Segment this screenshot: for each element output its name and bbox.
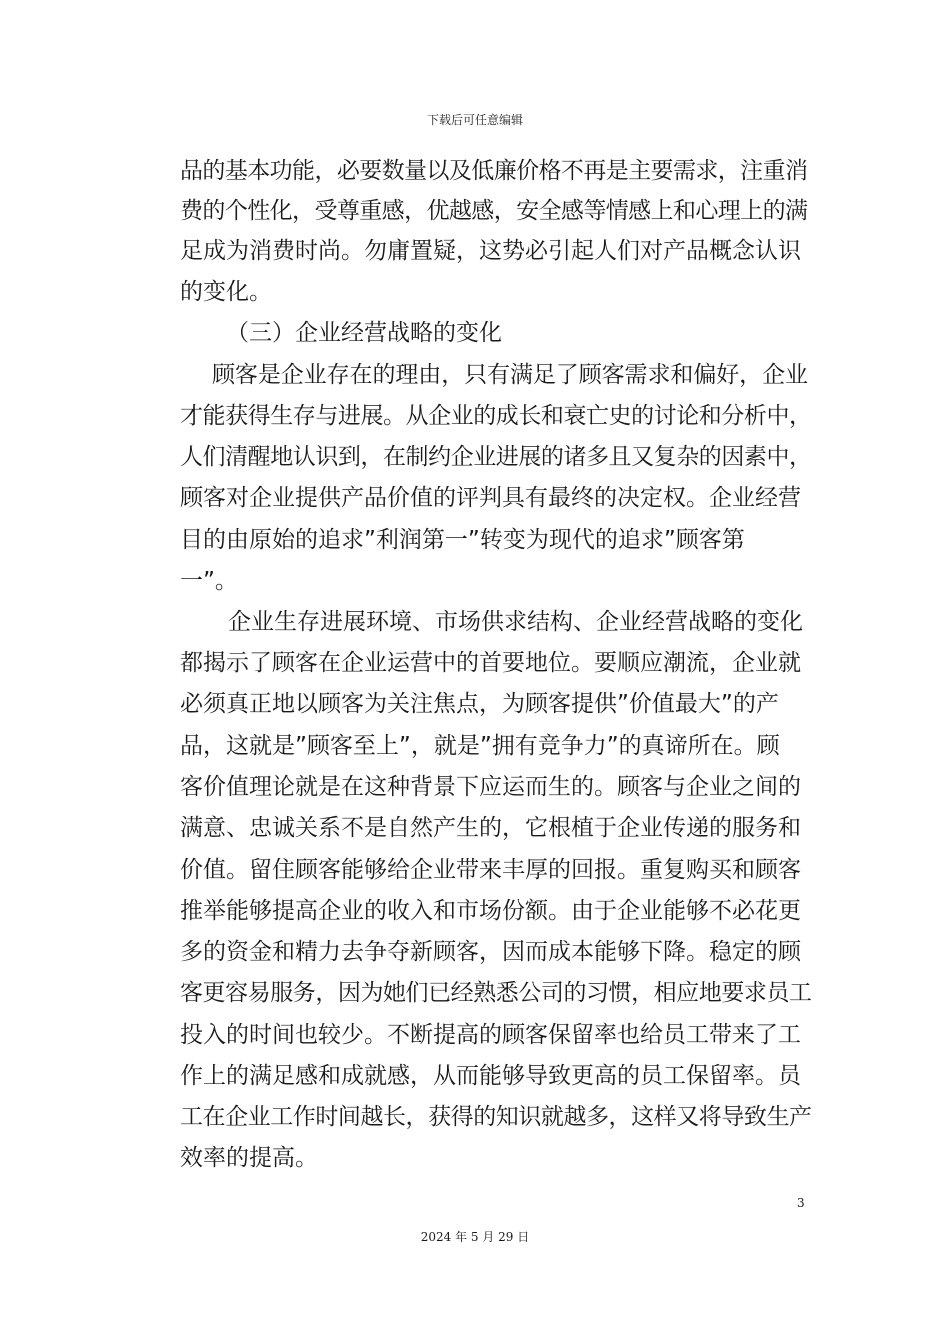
body-line: 企业生存进展环境、市场供求结构、企业经营战略的变化	[228, 609, 803, 635]
body-line: 顾客是企业存在的理由，只有满足了顾客需求和偏好，企业	[212, 362, 808, 388]
page-number: 3	[797, 1196, 805, 1210]
body-line: 必须真正地以顾客为关注焦点，为顾客提供”价值最大”的产	[180, 691, 779, 717]
body-line: 品的基本功能，必要数量以及低廉价格不再是主要需求，注重消	[180, 158, 808, 184]
footer-date: 2024 年 5 月 29 日	[420, 1230, 530, 1244]
body-line: 工在企业工作时间越长，获得的知识就越多，这样又将导致生产	[180, 1104, 812, 1130]
body-line: 目的由原始的追求”利润第一”转变为现代的追求”顾客第	[180, 527, 745, 553]
body-line: 客价值理论就是在这种背景下应运而生的。顾客与企业之间的	[180, 774, 801, 800]
body-line: 一”。	[180, 568, 238, 594]
body-line: 人们清醒地认识到，在制约企业进展的诸多且又复杂的因素中，	[180, 444, 812, 470]
body-line: 推举能够提高企业的收入和市场份额。由于企业能够不必花更	[180, 898, 801, 924]
header-note: 下载后可任意编辑	[426, 113, 523, 127]
body-line: 作上的满足感和成就感，从而能够导致更高的员工保留率。员	[180, 1063, 801, 1089]
body-line: 多的资金和精力去争夺新顾客，因而成本能够下降。稳定的顾	[180, 939, 801, 965]
body-line: 价值。留住顾客能够给企业带来丰厚的回报。重复购买和顾客	[180, 857, 801, 883]
body-line: 效率的提高。	[180, 1145, 318, 1171]
body-line: 投入的时间也较少。不断提高的顾客保留率也给员工带来了工	[180, 1022, 801, 1048]
body-line: 都揭示了顾客在企业运营中的首要地位。要顺应潮流，企业就	[180, 650, 801, 676]
body-line: 客更容易服务，因为她们已经熟悉公司的习惯，相应地要求员工	[180, 980, 812, 1006]
section-heading: （三）企业经营战略的变化	[226, 320, 502, 346]
body-line: 足成为消费时尚。勿庸置疑，这势必引起人们对产品概念认识	[180, 238, 801, 264]
body-line: 顾客对企业提供产品价值的评判具有最终的决定权。企业经营	[180, 485, 801, 511]
body-line: 满意、忠诚关系不是自然产生的，它根植于企业传递的服务和	[180, 815, 801, 841]
body-line: 品，这就是”顾客至上”，就是”拥有竞争力”的真谛所在。顾	[180, 733, 780, 759]
body-line: 费的个性化，受尊重感，优越感，安全感等情感上和心理上的满	[180, 198, 808, 224]
body-line: 的变化。	[180, 279, 272, 305]
body-line: 才能获得生存与进展。从企业的成长和衰亡史的讨论和分析中，	[180, 403, 812, 429]
